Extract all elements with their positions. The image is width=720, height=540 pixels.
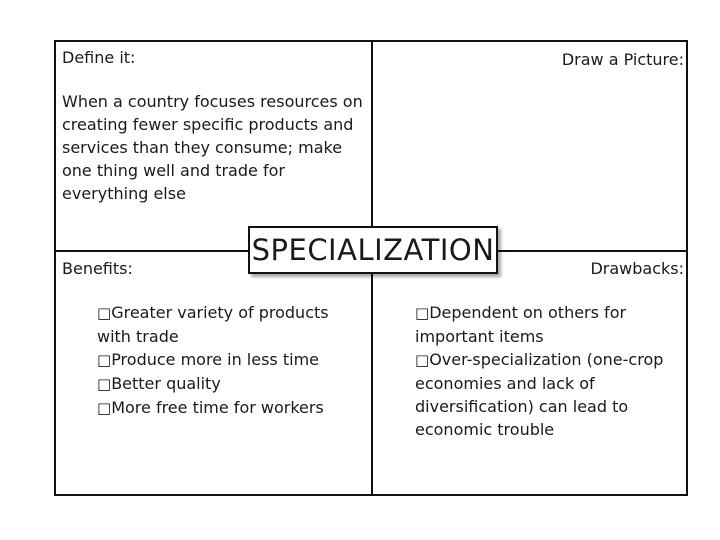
benefit-text: Produce more in less time — [111, 350, 319, 369]
define-label: Define it: — [62, 48, 136, 67]
benefit-text: Greater variety of products with trade — [97, 303, 329, 346]
title-box — [248, 226, 498, 274]
drawback-text: Over-specialization (one-crop economies and lack of diversification) can lead to economic trouble — [415, 350, 664, 439]
checkbox-bullet-icon: □ — [97, 399, 112, 417]
benefits-list — [97, 301, 365, 420]
drawbacks-list — [415, 301, 690, 441]
list-item — [97, 301, 365, 348]
checkbox-bullet-icon: □ — [415, 304, 430, 322]
list-item — [415, 301, 690, 348]
checkbox-bullet-icon: □ — [97, 351, 112, 369]
list-item — [97, 372, 365, 396]
checkbox-bullet-icon: □ — [97, 375, 112, 393]
definition-text: When a country focuses resources on creating fewer specific products and services than they consume; make one thing well and trade for everything else — [62, 92, 363, 203]
drawbacks-label: Drawbacks: — [590, 259, 684, 278]
benefit-text: Better quality — [111, 374, 221, 393]
draw-picture-label: Draw a Picture: — [561, 50, 684, 69]
list-item — [97, 396, 365, 420]
list-item — [97, 348, 365, 372]
list-item — [415, 348, 690, 441]
page-title: SPECIALIZATION — [251, 233, 495, 267]
drawback-text: Dependent on others for important items — [415, 303, 627, 346]
checkbox-bullet-icon: □ — [97, 304, 112, 322]
benefit-text: More free time for workers — [111, 398, 324, 417]
checkbox-bullet-icon: □ — [415, 351, 430, 369]
benefits-label: Benefits: — [62, 259, 133, 278]
